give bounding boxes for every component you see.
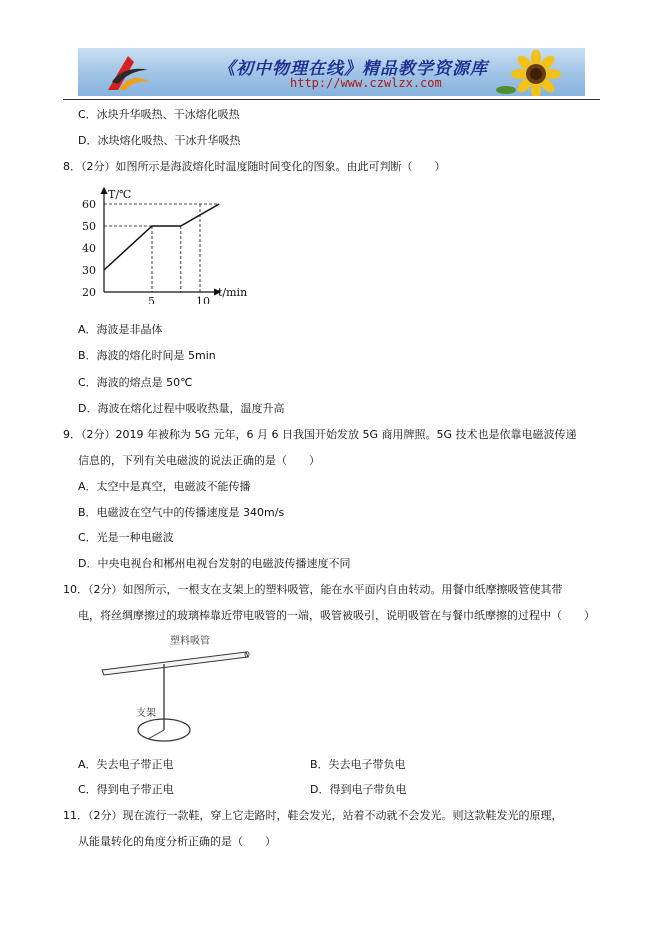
q9-option-c: C．光是一种电磁波 bbox=[78, 531, 174, 544]
q10-option-a: A．失去电子带正电 bbox=[78, 758, 174, 771]
y-tick-label: 40 bbox=[82, 242, 96, 255]
q8-option-c: C．海波的熔点是 50℃ bbox=[78, 376, 193, 389]
y-tick-label: 30 bbox=[82, 264, 96, 277]
q8-stem: 8．（2分）如图所示是海波熔化时温度随时间变化的图象。由此可判断（ ） bbox=[63, 160, 446, 173]
q8-option-a: A．海波是非晶体 bbox=[78, 323, 163, 336]
site-logo-icon bbox=[104, 52, 154, 92]
q9-option-a: A．太空中是真空，电磁波不能传播 bbox=[78, 480, 251, 493]
header-banner bbox=[78, 48, 585, 96]
straw-label: 塑料吸管 bbox=[170, 636, 210, 647]
q10-stem-line2: 电，将丝绸摩擦过的玻璃棒靠近带电吸管的一端，吸管被吸引，说明吸管在与餐巾纸摩擦的过程中（ ） bbox=[78, 609, 595, 622]
x-tick-label: 10 bbox=[196, 295, 210, 304]
y-tick-label: 20 bbox=[82, 286, 96, 299]
q10-stem-line1: 10．（2分）如图所示，一根支在支架上的塑料吸管，能在水平面内自由转动。用餐巾纸摩擦吸管使其带 bbox=[63, 583, 563, 596]
y-axis-label: T/℃ bbox=[108, 188, 132, 201]
banner-url: http://www.czwlzx.com bbox=[290, 76, 442, 90]
q10-option-c: C．得到电子带正电 bbox=[78, 783, 174, 796]
q7-option-c: C．冰块升华吸热、干冰熔化吸热 bbox=[78, 108, 240, 121]
q8-option-d: D．海波在熔化过程中吸收热量，温度升高 bbox=[78, 402, 285, 415]
temperature-line bbox=[104, 204, 219, 270]
sunflower-icon bbox=[496, 50, 566, 96]
y-tick-label: 50 bbox=[82, 220, 96, 233]
q11-stem-line1: 11．（2分）现在流行一款鞋，穿上它走路时，鞋会发光，站着不动就不会发光。则这款鞋发光的原理， bbox=[63, 809, 563, 822]
x-axis-label: t/min bbox=[218, 286, 248, 299]
y-ticks bbox=[82, 198, 96, 299]
q9-option-d: D．中央电视台和郴州电视台发射的电磁波传播速度不同 bbox=[78, 557, 351, 570]
q8-option-b: B．海波的熔化时间是 5min bbox=[78, 349, 216, 362]
banner-title: 《初中物理在线》精品教学资源库 bbox=[218, 59, 488, 79]
x-ticks bbox=[148, 295, 210, 304]
q8-melting-chart bbox=[74, 184, 264, 304]
q9-option-b: B．电磁波在空气中的传播速度是 340m/s bbox=[78, 506, 285, 519]
q9-stem-line1: 9．（2分）2019 年被称为 5G 元年，6 月 6 日我国开始发放 5G 商用牌照。5G 技术也是依靠电磁波传递 bbox=[63, 428, 577, 441]
x-tick-label: 5 bbox=[148, 295, 155, 304]
guide-lines bbox=[104, 204, 219, 292]
q9-stem-line2: 信息的，下列有关电磁波的说法正确的是（ ） bbox=[78, 454, 320, 467]
y-tick-label: 60 bbox=[82, 198, 96, 211]
q10-option-b: B．失去电子带负电 bbox=[310, 758, 406, 771]
q11-stem-line2: 从能量转化的角度分析正确的是（ ） bbox=[78, 835, 276, 848]
q7-option-d: D．冰块熔化吸热、干冰升华吸热 bbox=[78, 134, 241, 147]
header-rule bbox=[63, 99, 600, 100]
stand-label: 支架 bbox=[136, 708, 156, 719]
q10-option-d: D．得到电子带负电 bbox=[310, 783, 407, 796]
q10-straw-figure bbox=[100, 634, 260, 746]
